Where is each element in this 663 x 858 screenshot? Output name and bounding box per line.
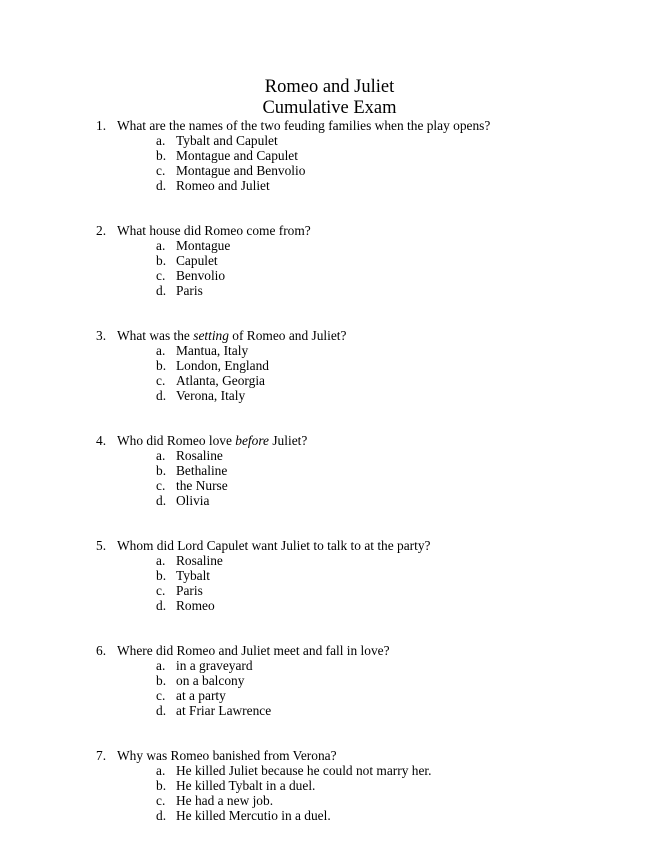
option-text: Montague and Benvolio [176,163,306,178]
option-letter: b. [156,358,167,373]
option-letter: d. [156,283,167,298]
question-1 [96,118,636,193]
option-letter: a. [156,658,166,673]
option-letter: c. [156,268,166,283]
answer-option [96,493,636,508]
answer-option [96,148,636,163]
option-text: Mantua, Italy [176,343,249,358]
question-7 [96,748,636,823]
question-text: What house did Romeo come from? [117,223,311,238]
option-text: the Nurse [176,478,228,493]
question-number: 6. [96,643,107,658]
answer-option [96,253,636,268]
answer-option [96,673,636,688]
page-title: Romeo and Juliet [264,77,395,97]
answer-option [96,763,636,778]
question-6 [96,643,636,718]
option-letter: c. [156,163,166,178]
option-text: Bethaline [176,463,228,478]
answer-option [96,448,636,463]
question-line [96,643,636,658]
option-text: He killed Mercutio in a duel. [176,808,331,823]
option-text: Capulet [176,253,218,268]
answer-option [96,343,636,358]
answer-option [96,553,636,568]
option-letter: a. [156,238,166,253]
answer-option [96,463,636,478]
question-number: 1. [96,118,107,133]
answer-option [96,268,636,283]
answer-option [96,778,636,793]
option-text: on a balcony [176,673,245,688]
option-text: He killed Tybalt in a duel. [176,778,316,793]
option-letter: d. [156,808,167,823]
option-text: London, England [176,358,269,373]
option-letter: c. [156,793,166,808]
question-text: Where did Romeo and Juliet meet and fall in love? [117,643,390,658]
question-line [96,538,636,553]
option-text: Atlanta, Georgia [176,373,265,388]
answer-option [96,238,636,253]
option-letter: d. [156,598,167,613]
question-5 [96,538,636,613]
option-letter: d. [156,178,167,193]
answer-option [96,133,636,148]
answer-option [96,568,636,583]
question-text: Why was Romeo banished from Verona? [117,748,337,763]
option-letter: a. [156,553,166,568]
answer-option [96,373,636,388]
option-text: Montague [176,238,231,253]
question-number: 4. [96,433,107,448]
option-letter: b. [156,253,167,268]
option-letter: a. [156,343,166,358]
option-text: Rosaline [176,553,223,568]
answer-option [96,163,636,178]
option-text: Romeo [176,598,215,613]
option-text: Romeo and Juliet [176,178,270,193]
question-text: Whom did Lord Capulet want Juliet to talk to at the party? [117,538,431,553]
option-letter: b. [156,778,167,793]
option-text: He killed Juliet because he could not marry her. [176,763,432,778]
option-letter: c. [156,583,166,598]
option-text: in a graveyard [176,658,253,673]
answer-option [96,793,636,808]
question-line [96,118,636,133]
option-letter: b. [156,673,167,688]
option-letter: c. [156,478,166,493]
answer-option [96,388,636,403]
answer-option [96,688,636,703]
question-number: 3. [96,328,107,343]
option-letter: d. [156,703,167,718]
option-text: He had a new job. [176,793,274,808]
question-text: What was the setting of Romeo and Juliet? [117,328,347,343]
answer-option [96,808,636,823]
exam-header [0,77,663,119]
answer-option [96,478,636,493]
question-line [96,223,636,238]
option-text: Verona, Italy [176,388,246,403]
question-line [96,328,636,343]
option-text: Rosaline [176,448,223,463]
question-number: 2. [96,223,107,238]
answer-option [96,583,636,598]
question-line [96,433,636,448]
option-text: at Friar Lawrence [176,703,272,718]
question-text: Who did Romeo love before Juliet? [117,433,308,448]
question-text: What are the names of the two feuding families when the play opens? [117,118,491,133]
option-letter: b. [156,568,167,583]
option-letter: b. [156,463,167,478]
option-text: Olivia [176,493,210,508]
answer-option [96,658,636,673]
option-letter: d. [156,388,167,403]
question-2 [96,223,636,298]
answer-option [96,283,636,298]
question-3 [96,328,636,403]
question-number: 7. [96,748,107,763]
option-letter: a. [156,448,166,463]
option-text: Paris [176,283,203,298]
option-text: Tybalt and Capulet [176,133,278,148]
option-letter: c. [156,373,166,388]
option-text: at a party [176,688,226,703]
option-text: Paris [176,583,203,598]
option-text: Tybalt [176,568,211,583]
option-letter: b. [156,148,167,163]
question-number: 5. [96,538,107,553]
answer-option [96,703,636,718]
option-letter: c. [156,688,166,703]
question-list [96,118,636,853]
page-subtitle: Cumulative Exam [262,98,397,118]
option-text: Benvolio [176,268,226,283]
option-letter: a. [156,133,166,148]
answer-option [96,178,636,193]
option-text: Montague and Capulet [176,148,298,163]
option-letter: a. [156,763,166,778]
question-line [96,748,636,763]
question-4 [96,433,636,508]
answer-option [96,358,636,373]
answer-option [96,598,636,613]
option-letter: d. [156,493,167,508]
